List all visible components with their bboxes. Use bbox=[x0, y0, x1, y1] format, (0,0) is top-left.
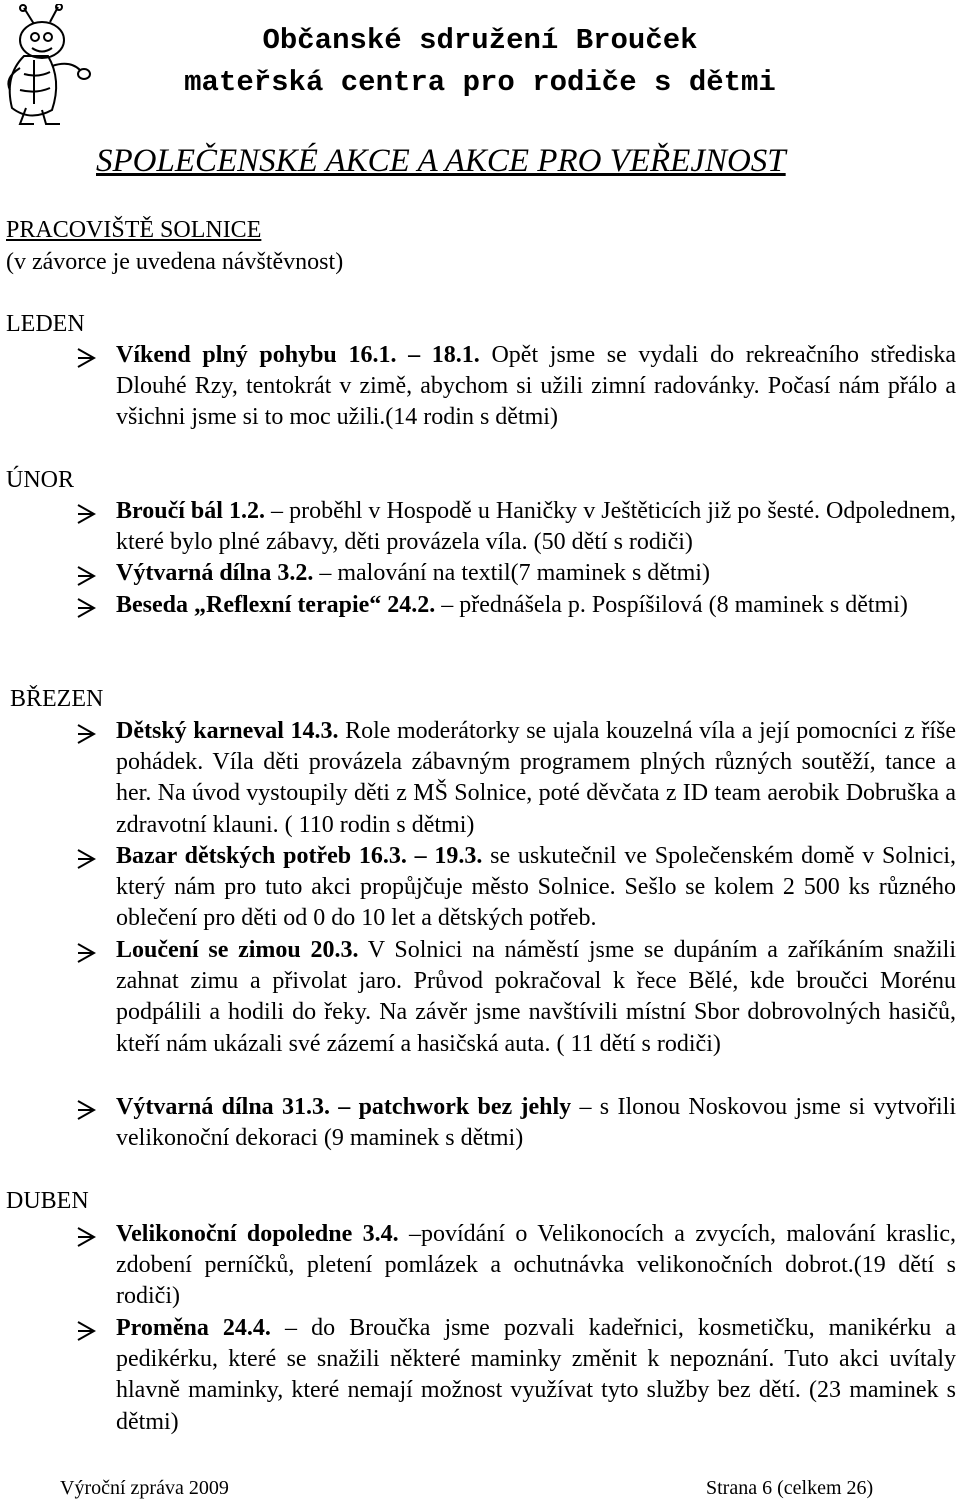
month-heading: LEDEN bbox=[6, 311, 85, 337]
list-item: Dětský karneval 14.3. Role moderátorky se ujala kouzelná víla a její pomocníci z říše pohádek. Víla děti provázela zábavným programem plných různých soutěží, tance a her. Na úvod vystoupily děti z MŠ Solnice, poté děvčata z ID team aerobik Dobruška a zdravotní klauni. ( 110 rodin s dětmi) bbox=[116, 718, 956, 838]
month-heading: ÚNOR bbox=[6, 467, 75, 493]
org-name: Občanské sdružení Brouček bbox=[262, 24, 698, 57]
arrow-bullet-icon bbox=[76, 1320, 96, 1342]
arrow-bullet-icon bbox=[76, 1226, 96, 1248]
arrow-bullet-icon bbox=[76, 848, 96, 870]
list-item: Bazar dětských potřeb 16.3. – 19.3. se uskutečnil ve Společenském domě v Solnici, který nám pro tuto akci propůjčuje město Solnice. Sešlo se kolem 2 500 ks různého oblečení pro děti od 0 do 10 let a dětských potřeb. bbox=[116, 843, 956, 932]
list-item: Proměna 24.4. – do Broučka jsme pozvali kadeřnici, kosmetičku, manikérku a pedikérku, které se snažili některé maminky změnit k nepoznání. Tuto akci uvítaly hlavně maminky, které nemají možnost využívat tyto služby bez dětí. (23 maminek s dětmi) bbox=[116, 1315, 956, 1435]
list-item: Víkend plný pohybu 16.1. – 18.1. Opět jsme se vydali do rekreačního střediska Dlouhé Rzy, tentokrát v zimě, abychom si užili zimní radovánky. Počasí nám přálo a všichni jsme si to moc užili.(14 rodin s dětmi) bbox=[116, 342, 956, 431]
arrow-bullet-icon bbox=[76, 565, 96, 587]
arrow-bullet-icon bbox=[76, 723, 96, 745]
attendance-note: (v závorce je uvedena návštěvnost) bbox=[6, 249, 344, 275]
arrow-bullet-icon bbox=[76, 942, 96, 964]
list-item: Velikonoční dopoledne 3.4. –povídání o Velikonocích a zvycích, malování kraslic, zdobení perníčků, pletení pomlázek a ochutnávka velikonočních dobrot.(19 dětí s rodiči) bbox=[116, 1221, 957, 1310]
arrow-bullet-icon bbox=[76, 503, 96, 525]
list-item: Loučení se zimou 20.3. V Solnici na náměstí jsme se dupáním a zaříkáním snažili zahnat zimu a přivolat jaro. Průvod pokračoval k řece Bělé, kde broučci Morénu podpálili a hodili do řeky. Na závěr jsme navštívili místní Sbor dobrovolných hasičů, kteří nám ukázali své zázemí a hasičská auta. ( 11 dětí s rodiči) bbox=[116, 937, 956, 1057]
list-item: Výtvarná dílna 3.2. – malování na textil(7 maminek s dětmi) bbox=[116, 560, 710, 586]
month-heading: BŘEZEN bbox=[10, 686, 104, 712]
list-item: Beseda „Reflexní terapie“ 24.2. – přednášela p. Pospíšilová (8 maminek s dětmi) bbox=[116, 592, 908, 618]
arrow-bullet-icon bbox=[76, 347, 96, 369]
document-title: SPOLEČENSKÉ AKCE A AKCE PRO VEŘEJNOST bbox=[96, 143, 786, 179]
arrow-bullet-icon bbox=[76, 597, 96, 619]
footer-page-number: Strana 6 (celkem 26) bbox=[706, 1477, 874, 1499]
location-heading: PRACOVIŠTĚ SOLNICE bbox=[6, 217, 262, 243]
arrow-bullet-icon bbox=[76, 1099, 96, 1121]
footer-report-name: Výroční zpráva 2009 bbox=[60, 1477, 229, 1499]
org-subtitle: mateřská centra pro rodiče s dětmi bbox=[184, 66, 776, 99]
list-item: Výtvarná dílna 31.3. – patchwork bez jehly – s Ilonou Noskovou jsme si vytvořili velikonoční dekoraci (9 maminek s dětmi) bbox=[116, 1094, 957, 1152]
month-heading: DUBEN bbox=[6, 1188, 89, 1214]
list-item: Broučí bál 1.2. – proběhl v Hospodě u Haničky v Ještěticích již po šesté. Odpolednem, které bylo plné zábavy, děti provázela víla. (50 dětí s rodiči) bbox=[116, 498, 956, 556]
